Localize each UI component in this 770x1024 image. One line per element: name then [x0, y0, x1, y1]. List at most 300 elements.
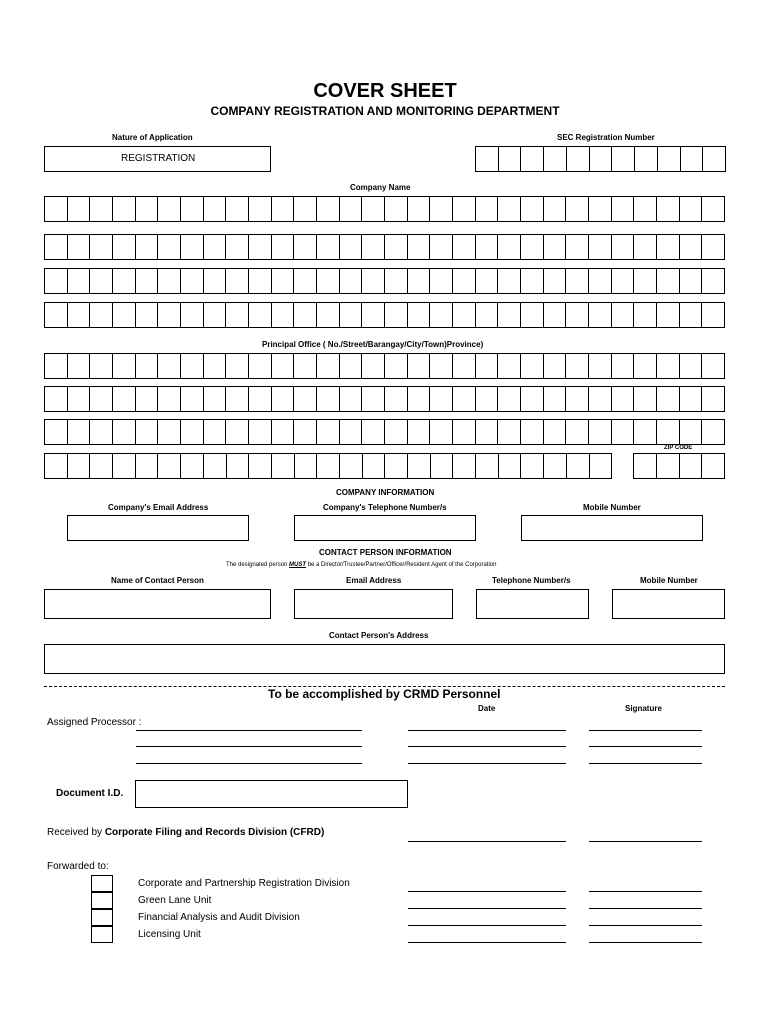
char-cell[interactable]	[657, 269, 680, 293]
char-cell[interactable]	[634, 354, 657, 378]
char-cell[interactable]	[113, 197, 136, 221]
company-name-row[interactable]	[44, 196, 725, 222]
char-cell[interactable]	[408, 235, 431, 259]
char-cell[interactable]	[702, 197, 725, 221]
char-cell[interactable]	[158, 269, 181, 293]
char-cell[interactable]	[294, 303, 317, 327]
char-cell[interactable]	[45, 387, 68, 411]
char-cell[interactable]	[680, 269, 703, 293]
char-cell[interactable]	[680, 454, 703, 478]
char-cell[interactable]	[227, 454, 250, 478]
char-cell[interactable]	[544, 303, 567, 327]
char-cell[interactable]	[408, 354, 431, 378]
char-cell[interactable]	[657, 420, 680, 444]
char-cell[interactable]	[340, 420, 363, 444]
char-cell[interactable]	[544, 269, 567, 293]
char-cell[interactable]	[68, 354, 91, 378]
char-cell[interactable]	[590, 147, 613, 171]
char-cell[interactable]	[634, 387, 657, 411]
char-cell[interactable]	[634, 269, 657, 293]
char-cell[interactable]	[566, 197, 589, 221]
char-cell[interactable]	[612, 354, 635, 378]
signature-line[interactable]	[589, 763, 702, 764]
received-date-line[interactable]	[408, 841, 566, 842]
char-cell[interactable]	[90, 420, 113, 444]
char-cell[interactable]	[272, 387, 295, 411]
char-cell[interactable]	[90, 387, 113, 411]
char-cell[interactable]	[362, 303, 385, 327]
char-cell[interactable]	[680, 303, 703, 327]
char-cell[interactable]	[45, 454, 68, 478]
char-cell[interactable]	[226, 197, 249, 221]
char-cell[interactable]	[453, 454, 476, 478]
received-by	[47, 827, 324, 838]
char-cell[interactable]	[589, 420, 612, 444]
char-cell[interactable]	[204, 269, 227, 293]
char-cell[interactable]	[430, 235, 453, 259]
company-mobile-label: Mobile Number	[583, 503, 641, 512]
principal-office-row[interactable]	[44, 386, 725, 412]
char-cell[interactable]	[453, 235, 476, 259]
char-cell[interactable]	[136, 197, 159, 221]
char-cell[interactable]	[158, 387, 181, 411]
char-cell[interactable]	[612, 387, 635, 411]
char-cell[interactable]	[249, 420, 272, 444]
char-cell[interactable]	[317, 354, 340, 378]
char-cell[interactable]	[45, 197, 68, 221]
division-signature-line[interactable]	[589, 942, 702, 943]
processor-line[interactable]	[136, 730, 362, 731]
char-cell[interactable]	[634, 235, 657, 259]
char-cell[interactable]	[430, 387, 453, 411]
char-cell[interactable]	[430, 197, 453, 221]
char-cell[interactable]	[68, 197, 91, 221]
char-cell[interactable]	[272, 354, 295, 378]
contact-mobile-label: Mobile Number	[640, 576, 698, 585]
char-cell[interactable]	[363, 454, 386, 478]
char-cell[interactable]	[408, 269, 431, 293]
char-cell[interactable]	[430, 303, 453, 327]
char-cell[interactable]	[544, 235, 567, 259]
char-cell[interactable]	[476, 303, 499, 327]
char-cell[interactable]	[317, 197, 340, 221]
char-cell[interactable]	[136, 269, 159, 293]
char-cell[interactable]	[362, 354, 385, 378]
char-cell[interactable]	[158, 235, 181, 259]
char-cell[interactable]	[272, 269, 295, 293]
char-cell[interactable]	[181, 269, 204, 293]
char-cell[interactable]	[612, 197, 635, 221]
company-email-field[interactable]	[67, 515, 249, 541]
char-cell[interactable]	[340, 354, 363, 378]
char-cell[interactable]	[680, 354, 703, 378]
char-cell[interactable]	[340, 235, 363, 259]
char-cell[interactable]	[226, 387, 249, 411]
division-signature-line[interactable]	[589, 925, 702, 926]
char-cell[interactable]	[136, 303, 159, 327]
received-signature-line[interactable]	[589, 841, 702, 842]
char-cell[interactable]	[226, 269, 249, 293]
char-cell[interactable]	[476, 420, 499, 444]
char-cell[interactable]	[702, 354, 725, 378]
char-cell[interactable]	[204, 197, 227, 221]
char-cell[interactable]	[340, 387, 363, 411]
company-info-heading: COMPANY INFORMATION	[336, 488, 435, 497]
char-cell[interactable]	[385, 420, 408, 444]
char-cell[interactable]	[521, 147, 544, 171]
char-cell[interactable]	[272, 454, 295, 478]
char-cell[interactable]	[657, 197, 680, 221]
char-cell[interactable]	[566, 235, 589, 259]
document-id-field[interactable]	[135, 780, 408, 808]
char-cell[interactable]	[476, 235, 499, 259]
char-cell[interactable]	[204, 387, 227, 411]
date-line[interactable]	[408, 746, 566, 747]
char-cell[interactable]	[612, 303, 635, 327]
char-cell[interactable]	[657, 454, 680, 478]
char-cell[interactable]	[702, 235, 725, 259]
char-cell[interactable]	[634, 454, 657, 478]
char-cell[interactable]	[544, 387, 567, 411]
char-cell[interactable]	[544, 354, 567, 378]
char-cell[interactable]	[498, 235, 521, 259]
char-cell[interactable]	[589, 303, 612, 327]
char-cell[interactable]	[702, 454, 725, 478]
char-cell[interactable]	[476, 197, 499, 221]
char-cell[interactable]	[45, 354, 68, 378]
char-cell[interactable]	[68, 387, 91, 411]
char-cell[interactable]	[521, 303, 544, 327]
char-cell[interactable]	[136, 454, 159, 478]
char-cell[interactable]	[635, 147, 658, 171]
char-cell[interactable]	[453, 387, 476, 411]
char-cell[interactable]	[158, 420, 181, 444]
char-cell[interactable]	[567, 147, 590, 171]
char-cell[interactable]	[90, 235, 113, 259]
char-cell[interactable]	[45, 420, 68, 444]
char-cell[interactable]	[249, 354, 272, 378]
char-cell[interactable]	[249, 197, 272, 221]
char-cell[interactable]	[340, 269, 363, 293]
char-cell[interactable]	[521, 269, 544, 293]
char-cell[interactable]	[634, 420, 657, 444]
char-cell[interactable]	[158, 454, 181, 478]
char-cell[interactable]	[408, 387, 431, 411]
char-cell[interactable]	[68, 303, 91, 327]
char-cell[interactable]	[181, 197, 204, 221]
char-cell[interactable]	[249, 387, 272, 411]
char-cell[interactable]	[521, 235, 544, 259]
char-cell[interactable]	[702, 387, 725, 411]
char-cell[interactable]	[317, 235, 340, 259]
char-cell[interactable]	[181, 454, 204, 478]
char-cell[interactable]	[544, 420, 567, 444]
char-cell[interactable]	[181, 303, 204, 327]
char-cell[interactable]	[90, 269, 113, 293]
char-cell[interactable]	[90, 454, 113, 478]
char-cell[interactable]	[204, 354, 227, 378]
char-cell[interactable]	[226, 235, 249, 259]
char-cell[interactable]	[294, 269, 317, 293]
date-line[interactable]	[408, 763, 566, 764]
char-cell[interactable]	[226, 354, 249, 378]
char-cell[interactable]	[317, 269, 340, 293]
char-cell[interactable]	[657, 354, 680, 378]
division-checkbox[interactable]	[91, 875, 113, 892]
company-mobile-field[interactable]	[521, 515, 703, 541]
char-cell[interactable]	[362, 420, 385, 444]
char-cell[interactable]	[317, 387, 340, 411]
char-cell[interactable]	[521, 387, 544, 411]
division-date-line[interactable]	[408, 891, 566, 892]
char-cell[interactable]	[249, 303, 272, 327]
char-cell[interactable]	[158, 354, 181, 378]
char-cell[interactable]	[681, 147, 704, 171]
division-date-line[interactable]	[408, 942, 566, 943]
signature-line[interactable]	[589, 730, 702, 731]
char-cell[interactable]	[272, 303, 295, 327]
principal-office-row[interactable]	[44, 453, 612, 479]
char-cell[interactable]	[702, 303, 725, 327]
char-cell[interactable]	[204, 454, 227, 478]
char-cell[interactable]	[702, 420, 725, 444]
char-cell[interactable]	[703, 147, 726, 171]
char-cell[interactable]	[385, 454, 408, 478]
char-cell[interactable]	[658, 147, 681, 171]
char-cell[interactable]	[544, 454, 567, 478]
char-cell[interactable]	[498, 354, 521, 378]
char-cell[interactable]	[113, 454, 136, 478]
char-cell[interactable]	[90, 303, 113, 327]
char-cell[interactable]	[362, 235, 385, 259]
char-cell[interactable]	[90, 197, 113, 221]
division-checkbox[interactable]	[91, 892, 113, 909]
char-cell[interactable]	[680, 235, 703, 259]
char-cell[interactable]	[680, 420, 703, 444]
char-cell[interactable]	[294, 235, 317, 259]
char-cell[interactable]	[362, 197, 385, 221]
char-cell[interactable]	[476, 454, 499, 478]
signature-line[interactable]	[589, 746, 702, 747]
char-cell[interactable]	[408, 454, 431, 478]
char-cell[interactable]	[476, 147, 499, 171]
char-cell[interactable]	[158, 197, 181, 221]
char-cell[interactable]	[385, 235, 408, 259]
char-cell[interactable]	[226, 303, 249, 327]
char-cell[interactable]	[521, 420, 544, 444]
contact-address-label: Contact Person's Address	[329, 631, 429, 640]
char-cell[interactable]	[521, 354, 544, 378]
char-cell[interactable]	[181, 420, 204, 444]
char-cell[interactable]	[499, 454, 522, 478]
char-cell[interactable]	[181, 235, 204, 259]
char-cell[interactable]	[430, 354, 453, 378]
char-cell[interactable]	[567, 454, 590, 478]
char-cell[interactable]	[634, 303, 657, 327]
char-cell[interactable]	[612, 147, 635, 171]
char-cell[interactable]	[566, 303, 589, 327]
char-cell[interactable]	[294, 420, 317, 444]
char-cell[interactable]	[204, 420, 227, 444]
char-cell[interactable]	[453, 354, 476, 378]
char-cell[interactable]	[589, 387, 612, 411]
char-cell[interactable]	[612, 235, 635, 259]
char-cell[interactable]	[566, 354, 589, 378]
date-line[interactable]	[408, 730, 566, 731]
char-cell[interactable]	[249, 269, 272, 293]
char-cell[interactable]	[295, 454, 318, 478]
char-cell[interactable]	[657, 303, 680, 327]
char-cell[interactable]	[113, 303, 136, 327]
char-cell[interactable]	[385, 354, 408, 378]
char-cell[interactable]	[45, 235, 68, 259]
char-cell[interactable]	[498, 269, 521, 293]
char-cell[interactable]	[204, 235, 227, 259]
char-cell[interactable]	[249, 235, 272, 259]
char-cell[interactable]	[158, 303, 181, 327]
char-cell[interactable]	[45, 269, 68, 293]
contact-email-field[interactable]	[294, 589, 453, 619]
char-cell[interactable]	[385, 197, 408, 221]
char-cell[interactable]	[181, 354, 204, 378]
char-cell[interactable]	[136, 420, 159, 444]
char-cell[interactable]	[453, 420, 476, 444]
nature-field[interactable]	[44, 146, 271, 172]
char-cell[interactable]	[181, 387, 204, 411]
char-cell[interactable]	[566, 387, 589, 411]
zip-code-grid[interactable]	[633, 453, 725, 479]
char-cell[interactable]	[362, 269, 385, 293]
char-cell[interactable]	[340, 454, 363, 478]
division-signature-line[interactable]	[589, 908, 702, 909]
char-cell[interactable]	[590, 454, 613, 478]
char-cell[interactable]	[68, 235, 91, 259]
char-cell[interactable]	[612, 420, 635, 444]
char-cell[interactable]	[272, 235, 295, 259]
char-cell[interactable]	[498, 387, 521, 411]
sec-number-grid[interactable]	[475, 146, 726, 172]
char-cell[interactable]	[476, 269, 499, 293]
char-cell[interactable]	[294, 387, 317, 411]
contact-name-field[interactable]	[44, 589, 271, 619]
company-name-row[interactable]	[44, 302, 725, 328]
char-cell[interactable]	[680, 387, 703, 411]
processor-line[interactable]	[136, 746, 362, 747]
char-cell[interactable]	[385, 303, 408, 327]
char-cell[interactable]	[362, 387, 385, 411]
char-cell[interactable]	[136, 387, 159, 411]
char-cell[interactable]	[589, 354, 612, 378]
division-checkbox[interactable]	[91, 909, 113, 926]
char-cell[interactable]	[113, 420, 136, 444]
char-cell[interactable]	[45, 303, 68, 327]
company-phone-field[interactable]	[294, 515, 476, 541]
char-cell[interactable]	[317, 303, 340, 327]
char-cell[interactable]	[430, 269, 453, 293]
char-cell[interactable]	[113, 269, 136, 293]
char-cell[interactable]	[340, 197, 363, 221]
char-cell[interactable]	[136, 354, 159, 378]
char-cell[interactable]	[680, 197, 703, 221]
char-cell[interactable]	[272, 197, 295, 221]
char-cell[interactable]	[430, 420, 453, 444]
char-cell[interactable]	[408, 420, 431, 444]
contact-address-field[interactable]	[44, 644, 725, 674]
char-cell[interactable]	[499, 147, 522, 171]
char-cell[interactable]	[612, 269, 635, 293]
char-cell[interactable]	[657, 235, 680, 259]
char-cell[interactable]	[408, 303, 431, 327]
char-cell[interactable]	[204, 303, 227, 327]
contact-mobile-field[interactable]	[612, 589, 725, 619]
char-cell[interactable]	[498, 303, 521, 327]
division-date-line[interactable]	[408, 925, 566, 926]
char-cell[interactable]	[431, 454, 454, 478]
char-cell[interactable]	[317, 454, 340, 478]
char-cell[interactable]	[498, 420, 521, 444]
char-cell[interactable]	[272, 420, 295, 444]
char-cell[interactable]	[566, 420, 589, 444]
char-cell[interactable]	[408, 197, 431, 221]
char-cell[interactable]	[521, 454, 544, 478]
char-cell[interactable]	[453, 269, 476, 293]
char-cell[interactable]	[136, 235, 159, 259]
division-date-line[interactable]	[408, 908, 566, 909]
char-cell[interactable]	[634, 197, 657, 221]
char-cell[interactable]	[476, 354, 499, 378]
division-checkbox[interactable]	[91, 926, 113, 943]
char-cell[interactable]	[226, 420, 249, 444]
char-cell[interactable]	[68, 454, 91, 478]
company-name-label: Company Name	[350, 183, 411, 192]
char-cell[interactable]	[317, 420, 340, 444]
char-cell[interactable]	[385, 387, 408, 411]
char-cell[interactable]	[68, 420, 91, 444]
char-cell[interactable]	[476, 387, 499, 411]
char-cell[interactable]	[702, 269, 725, 293]
company-name-row[interactable]	[44, 234, 725, 260]
principal-office-row[interactable]	[44, 419, 725, 445]
char-cell[interactable]	[90, 354, 113, 378]
char-cell[interactable]	[498, 197, 521, 221]
char-cell[interactable]	[544, 197, 567, 221]
company-name-row[interactable]	[44, 268, 725, 294]
char-cell[interactable]	[521, 197, 544, 221]
processor-line[interactable]	[136, 763, 362, 764]
char-cell[interactable]	[566, 269, 589, 293]
division-signature-line[interactable]	[589, 891, 702, 892]
char-cell[interactable]	[589, 269, 612, 293]
char-cell[interactable]	[113, 235, 136, 259]
char-cell[interactable]	[113, 354, 136, 378]
char-cell[interactable]	[453, 197, 476, 221]
contact-phone-field[interactable]	[476, 589, 589, 619]
char-cell[interactable]	[340, 303, 363, 327]
char-cell[interactable]	[453, 303, 476, 327]
page-subtitle: COMPANY REGISTRATION AND MONITORING DEPARTMENT	[210, 104, 560, 118]
char-cell[interactable]	[385, 269, 408, 293]
char-cell[interactable]	[113, 387, 136, 411]
char-cell[interactable]	[657, 387, 680, 411]
principal-office-row[interactable]	[44, 353, 725, 379]
char-cell[interactable]	[544, 147, 567, 171]
char-cell[interactable]	[249, 454, 272, 478]
char-cell[interactable]	[294, 197, 317, 221]
char-cell[interactable]	[294, 354, 317, 378]
char-cell[interactable]	[589, 235, 612, 259]
char-cell[interactable]	[589, 197, 612, 221]
char-cell[interactable]	[68, 269, 91, 293]
